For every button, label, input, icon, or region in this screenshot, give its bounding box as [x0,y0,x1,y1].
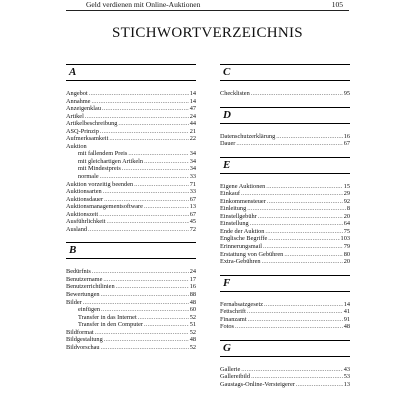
index-page-ref: 75 [343,227,350,235]
index-term: Bildformat [66,328,94,336]
index-page-ref: 15 [343,182,350,190]
index-page-ref: 53 [343,373,350,381]
index-page-ref: 48 [189,336,196,344]
index-entry [66,98,196,106]
index-entry [220,220,350,228]
index-page-ref: 22 [189,135,196,143]
index-entry [220,235,350,243]
dot-leader [251,90,343,98]
index-term: Finanzamt [220,315,247,323]
index-term: Ende der Auktion [220,227,265,235]
index-page-ref: 71 [189,180,196,188]
index-page-ref: 51 [189,321,196,329]
index-term: Bedürfnis [66,268,91,276]
index-entry [220,190,350,198]
dot-leader [103,188,189,196]
index-page-ref: 16 [343,132,350,140]
index-term: Aufmerksamkeit [66,135,109,143]
index-page-ref: 20 [343,212,350,220]
index-entry [220,228,350,236]
dot-leader [85,113,189,121]
index-page-ref: 67 [343,140,350,148]
index-page-ref: 33 [189,173,196,181]
index-term: Auktionsdauer [66,195,104,203]
index-page-ref: 34 [189,165,196,173]
index-term: Erstattung von Gebühren [220,250,284,258]
index-entry [66,299,196,307]
running-header [66,0,349,11]
dot-leader [116,283,189,291]
dot-leader [92,268,189,276]
index-page-ref: 64 [343,220,350,228]
index-term: Auktionsarten [66,188,102,196]
index-section-c [220,64,350,98]
dot-leader [265,228,342,236]
index-subentry [66,165,196,173]
dot-leader [144,203,189,211]
dot-leader [144,321,189,329]
index-term: Angebot [66,90,88,97]
index-entry [66,344,196,352]
index-entry [220,373,350,381]
index-page-ref: 92 [343,197,350,205]
index-term: Benutzername [66,275,103,283]
dot-leader [103,276,188,284]
dot-leader [104,196,189,204]
index-page-ref: 29 [343,190,350,198]
index-page-ref: 14 [189,97,196,105]
index-page-ref: 52 [189,313,196,321]
index-section-d [220,107,350,148]
index-term: Gallereibild [220,373,251,381]
index-page-ref: 41 [343,308,350,316]
index-entry [66,113,196,121]
index-term: Einstellung [220,220,249,228]
index-term: Gaustags-Online-Versteigerer [220,380,295,388]
dot-leader [101,306,189,314]
index-page-ref: 88 [189,291,196,299]
section-letter-heading: E [220,157,350,174]
index-entry [66,291,196,299]
dot-leader [128,150,188,158]
index-entry [220,251,350,259]
index-term: normale [78,173,99,181]
index-page-ref: 67 [189,195,196,203]
index-term: Auktionsmanagementsoftware [66,203,143,211]
index-page-ref: 21 [189,127,196,135]
index-entry [66,196,196,204]
index-entry-list [66,268,196,351]
dot-leader [250,220,343,228]
page-number: 105 [331,0,343,9]
dot-leader [267,198,343,206]
index-term: Checklisten [220,90,250,97]
index-entry [220,366,350,374]
section-letter-heading: A [66,64,196,81]
index-term: mit gleichartigen Artikeln [78,157,144,165]
dot-leader [100,173,189,181]
dot-leader [296,381,343,389]
index-page-ref: 45 [189,218,196,226]
index-page-ref: 17 [189,275,196,283]
index-page-ref: 16 [189,283,196,291]
dot-leader [100,128,189,136]
index-page-ref: 34 [189,150,196,158]
dot-leader [95,329,189,337]
index-entry [220,243,350,251]
index-term: Anzeigenklau [66,105,101,113]
index-page-ref: 48 [343,323,350,331]
index-term: Erinnerungsmail [220,243,262,251]
dot-leader [268,235,339,243]
index-entry [220,90,350,98]
index-entry [66,120,196,128]
index-term: Artikel [66,112,84,120]
index-entry-list [220,133,350,148]
index-term: Auktion vorzeitig beenden [66,180,134,188]
index-term: Ausführlichkeit [66,218,106,226]
index-term: Ausland [66,225,87,233]
index-entry [66,226,196,234]
dot-leader [247,308,343,316]
index-term: Bildvorschau [66,343,100,351]
index-term: Auktionszeit [66,210,99,218]
index-entry [66,336,196,344]
dot-leader [122,165,189,173]
index-subentry [66,306,196,314]
index-term: Einleitung [220,205,247,213]
dot-leader [241,366,342,374]
index-term: Gallerie [220,365,241,373]
index-term: mit fallendem Preis [78,150,128,158]
index-page-ref: 91 [343,315,350,323]
index-section-g [220,340,350,389]
index-entry [66,268,196,276]
page-title: STICHWORTVERZEICHNIS [112,25,303,41]
index-term: Englische Begriffe [220,235,268,243]
index-section-a [66,64,196,233]
index-entry [220,258,350,266]
dot-leader [248,316,343,324]
dot-leader [236,140,342,148]
index-entry [66,128,196,136]
dot-leader [88,226,189,234]
dot-leader [266,183,342,191]
index-term: Transfer in das Internet [78,313,137,321]
index-entry [220,198,350,206]
index-term: Transfer in den Computer [78,321,144,329]
dot-leader [284,251,342,259]
index-page-ref: 67 [189,210,196,218]
dot-leader [251,373,343,381]
index-term: Bildgestaltung [66,336,103,344]
index-entry [66,90,196,98]
index-page-ref: 60 [189,306,196,314]
index-page-ref: 80 [343,250,350,258]
running-header-title: Geld verdienen mit Online-Auktionen [86,0,201,9]
index-term: Dauer [220,140,236,148]
dot-leader [99,211,189,219]
index-page-ref: 34 [189,157,196,165]
index-entry [220,133,350,141]
section-letter-heading: B [66,242,196,259]
dot-leader [241,190,343,198]
index-entry [220,308,350,316]
index-entry-list [220,183,350,266]
dot-leader [101,291,189,299]
index-page-ref: 95 [343,90,350,97]
index-page-ref: 43 [343,365,350,373]
index-term: Extra-Gebühren [220,258,261,266]
index-term: Bewertungen [66,291,100,299]
index-page-ref: 20 [343,258,350,266]
index-entry-list [220,90,350,98]
dot-leader [83,299,189,307]
index-term: einfügen [78,306,101,314]
index-entry [220,323,350,331]
index-entry [66,276,196,284]
index-term: Benutzerrichtlinien [66,283,115,291]
index-page-ref: 52 [189,343,196,351]
index-column-right [220,64,350,397]
index-term: Eigene Auktionen [220,182,266,190]
dot-leader [118,120,188,128]
index-term: Artikelbeschreibung [66,120,118,128]
dot-leader [109,135,188,143]
index-page-ref: 47 [189,105,196,113]
index-term: Einstellgebühr [220,212,257,220]
index-term: ASQ-Prinzip [66,127,99,135]
dot-leader [138,314,189,322]
index-entry [66,203,196,211]
section-letter-heading: G [220,340,350,357]
index-column-left [66,64,196,360]
dot-leader [107,218,189,226]
index-subentry [66,321,196,329]
section-letter-heading: D [220,107,350,124]
index-section-e [220,157,350,266]
dot-leader [262,258,343,266]
index-entry-list [66,90,196,233]
index-entry [220,205,350,213]
index-page-ref: 24 [189,268,196,276]
index-entry [66,181,196,189]
index-entry [220,183,350,191]
index-subentry [66,173,196,181]
index-term: Annahme [66,97,91,105]
dot-leader [104,336,189,344]
index-term: Datenschutzerklärung [220,132,276,140]
index-entry [66,135,196,143]
index-page-ref: 13 [189,203,196,211]
dot-leader [263,243,343,251]
index-term: Einkommensteuer [220,197,266,205]
index-subentry [66,150,196,158]
dot-leader [91,98,188,106]
index-entry [66,283,196,291]
index-page-ref: 48 [189,298,196,306]
index-term: mit Mindestpreis [78,165,121,173]
dot-leader [235,323,343,331]
index-entry [66,211,196,219]
index-page-ref: 14 [343,300,350,308]
index-entry-list [220,366,350,389]
dot-leader [264,301,343,309]
index-entry-list [220,301,350,331]
index-page-ref: 52 [189,328,196,336]
dot-leader [89,90,189,98]
index-subentry [66,158,196,166]
index-section-b [66,242,196,351]
index-entry [220,213,350,221]
index-page-ref: 103 [340,235,350,243]
index-page-ref: 14 [189,90,196,97]
index-entry [220,381,350,389]
index-term: Bilder [66,298,82,306]
index-page-ref: 44 [189,120,196,128]
index-entry [66,105,196,113]
index-entry [66,218,196,226]
index-page-ref: 13 [343,380,350,388]
index-section-f [220,275,350,331]
dot-leader [102,105,189,113]
section-letter-heading: F [220,275,350,292]
index-entry [220,140,350,148]
index-term: Einkauf [220,190,240,198]
dot-leader [144,158,189,166]
index-term: Auktion [66,142,87,150]
dot-leader [258,213,343,221]
index-page-ref: 79 [343,243,350,251]
index-page-ref: 24 [189,112,196,120]
index-subentry [66,314,196,322]
dot-leader [101,344,189,352]
index-entry [220,316,350,324]
index-entry [66,143,196,151]
index-page-ref: 8 [346,205,350,213]
dot-leader [276,133,342,141]
index-term: Fotos [220,323,234,331]
index-page-ref: 72 [189,225,196,233]
section-letter-heading: C [220,64,350,81]
index-page-ref: 33 [189,188,196,196]
index-entry [66,329,196,337]
index-entry [220,301,350,309]
index-term: Fettschrift [220,308,246,316]
index-entry [66,188,196,196]
dot-leader [247,205,346,213]
dot-leader [134,181,189,189]
index-term: Fernabsatzgesetz [220,300,264,308]
